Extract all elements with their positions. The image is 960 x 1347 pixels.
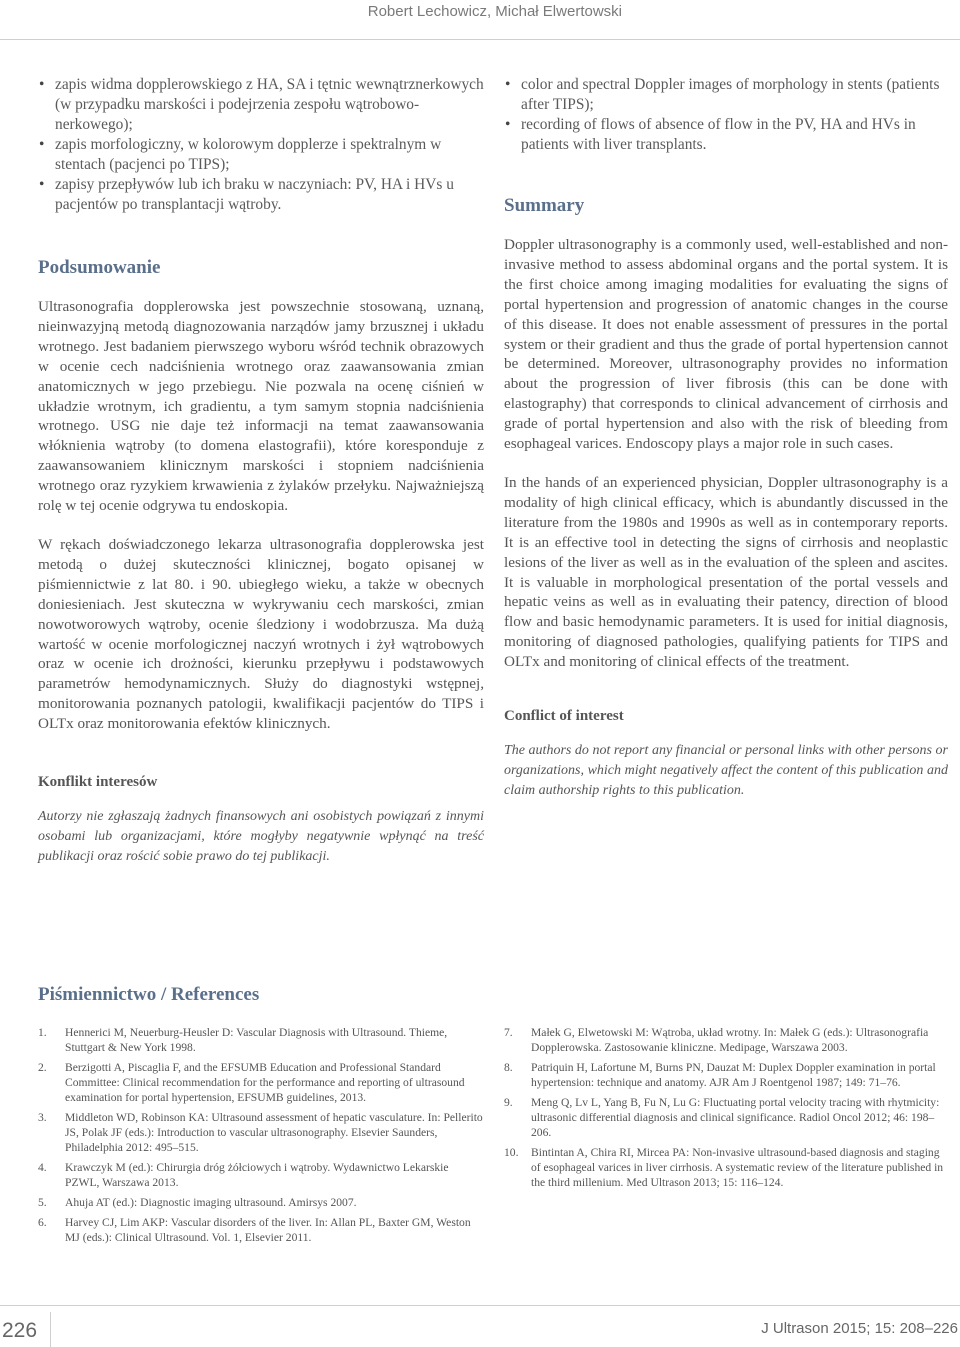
reference-number: 5. xyxy=(38,1196,47,1209)
left-column xyxy=(38,75,484,866)
footer-divider xyxy=(0,1305,960,1306)
summary-paragraph-en-1: Doppler ultrasonography is a commonly used, well-established and non-invasive method to assess abdominal organs and the portal system. It is the first choice among imaging modalities for evaluating the signs of portal hypertension and progression of anatomic changes in the course of this disease. It does not enable assessment of pressures in the portal system or their gradient and thus the grade of portal hypertension cannot be determined. Moreover, ultrasonography provides no information about the progression of liver fibrosis (this can be done with elastography) that corresponds to clinical advancement of cirrhosis and grade of portal hypertension and also with the risk of bleeding from esophageal varices. Endoscopy plays a major role in such cases. xyxy=(504,236,948,453)
running-header: Robert Lechowicz, Michał Elwertowski xyxy=(367,3,622,20)
summary-heading-en: Summary xyxy=(504,195,585,216)
reference-text: Hennerici M, Neuerburg-Heusler D: Vascular Diagnosis with Ultrasound. Thieme, Stuttgart & New York 1998. xyxy=(65,1026,448,1054)
left-bullet-item: • zapis widma dopplerowskiego z HA, SA i tętnic wewnątrznerkowych (w przypadku marskości i podejrzenia zespołu wątrobowo-nerkowego); xyxy=(38,75,484,135)
summary-paragraph-pl-1: Ultrasonografia dopplerowska jest powszechnie stosowaną, uznaną, nieinwazyjną metodą diagnozowania narządów jamy brzusznej i układu wrotnego. Jest badaniem pierwszego wyboru wśród technik obrazowych w ocenie cech nadciśnienia wrotnego oraz zaawansowania zmian anatomicznych w jego przebiegu. Nie pozwala na ocenę ciśnień w układzie wrotnym, ich gradientu, a tym samym stopnia nadciśnienia wrotnego. USG nie daje też informacji na temat zaawansowania włóknienia wątroby (to domena elastografii), które koresponduje z zaawansowaniem klinicznym marskości i stopniem nadciśnienia wrotnego oraz ryzykiem krwawienia z żylaków przełyku. Najważniejszą rolę w tej ocenie odgrywa tu endoskopia. xyxy=(38,298,484,515)
reference-item xyxy=(38,1110,484,1155)
reference-text: Bintintan A, Chira RI, Mircea PA: Non-invasive ultrasound-based diagnosis and staging of esophageal varices in liver cirrhosis. A systematic review of the literature published in the third millenium. Med Ultrason 2013; 15: 116–124. xyxy=(531,1146,944,1189)
reference-item xyxy=(504,1145,948,1190)
reference-number: 8. xyxy=(504,1061,513,1074)
summary-paragraph-en-2: In the hands of an experienced physician, Doppler ultrasonography is a modality of high clinical efficacy, which is abundantly discussed in the literature from the 1980s and 1990s as well as in contemporary reports. It is an effective tool in detecting the signs of cirrhosis and neoplastic lesions of the liver as well as in the evaluation of the spleen and ascites. It is valuable in morphological presentation of the portal vessels and hepatic veins as well as in evaluating their patency, direction of blood flow and basic hemodynamic parameters. It is used for initial diagnosis, monitoring of diagnosed pathologies, qualifying patients for TIPS and OLTx and monitoring of clinical effects of the treatment. xyxy=(504,473,948,671)
reference-item xyxy=(38,1215,484,1245)
reference-number: 1. xyxy=(38,1026,47,1039)
reference-item xyxy=(38,1195,484,1210)
page-number-divider xyxy=(50,1312,51,1347)
references-list-left xyxy=(38,1025,484,1250)
reference-item xyxy=(38,1160,484,1190)
left-bullet-list xyxy=(38,75,484,215)
reference-text: Małek G, Elwetowski M: Wątroba, układ wrotny. In: Małek G (eds.): Ultrasonografia Dopplerowska. Zastosowanie kliniczne. Medipage, Warszawa 2003. xyxy=(531,1026,929,1054)
journal-citation: J Ultrason 2015; 15: 208–226 xyxy=(761,1320,958,1337)
right-bullet-item: • recording of flows of absence of flow in the PV, HA and HVs in patients with liver transplants. xyxy=(504,115,948,155)
conflict-heading-en: Conflict of interest xyxy=(504,708,624,725)
reference-item xyxy=(38,1025,484,1055)
references-list-right xyxy=(504,1025,948,1195)
conflict-text-pl: Autorzy nie zgłaszają żadnych finansowych ani osobistych powiązań z innymi osobami lub organizacjami, które mogłyby negatywnie wpłynąć na treść publikacji oraz rościć sobie prawo do tej publikacji. xyxy=(38,809,484,864)
left-bullet-item: • zapisy przepływów lub ich braku w naczyniach: PV, HA i HVs u pacjentów po transplantacji wątroby. xyxy=(38,175,484,215)
reference-item xyxy=(504,1025,948,1055)
reference-item xyxy=(504,1060,948,1090)
reference-number: 3. xyxy=(38,1111,47,1124)
right-bullet-item: • color and spectral Doppler images of morphology in stents (patients after TIPS); xyxy=(504,75,948,115)
reference-text: Ahuja AT (ed.): Diagnostic imaging ultrasound. Amirsys 2007. xyxy=(65,1196,357,1209)
page-number: 226 xyxy=(2,1319,38,1342)
conflict-text-en: The authors do not report any financial or personal links with other persons or organizations, which might negatively affect the content of this publication and claim authorship rights to this publication. xyxy=(504,743,948,798)
reference-text: Middleton WD, Robinson KA: Ultrasound assessment of hepatic vasculature. In: Pellerito JS, Polak JF (eds.): Introduction to vascular ultrasonography. Elsevier Saunders, Philadelphia 2012: 495–515. xyxy=(65,1111,483,1154)
reference-number: 6. xyxy=(38,1216,47,1229)
reference-number: 7. xyxy=(504,1026,513,1039)
reference-number: 9. xyxy=(504,1096,513,1109)
left-bullet-item: • zapis morfologiczny, w kolorowym dopplerze i spektralnym w stentach (pacjenci po TIPS); xyxy=(38,135,484,175)
summary-heading-pl: Podsumowanie xyxy=(38,257,161,278)
reference-item xyxy=(38,1060,484,1105)
reference-text: Krawczyk M (ed.): Chirurgia dróg żółciowych i wątroby. Wydawnictwo Lekarskie PZWL, Warszawa 2013. xyxy=(65,1161,449,1189)
right-column xyxy=(504,75,948,800)
reference-text: Berzigotti A, Piscaglia F, and the EFSUMB Education and Professional Standard Committee: Clinical recommendation for the performance and reporting of ultrasound examination for portal hypertension, EFSUMB guidelines, 2013. xyxy=(65,1061,465,1104)
reference-text: Harvey CJ, Lim AKP: Vascular disorders of the liver. In: Allan PL, Baxter GM, Weston MJ (eds.): Clinical Ultrasound. Vol. 1, Elsevier 2011. xyxy=(65,1216,471,1244)
reference-number: 2. xyxy=(38,1061,47,1074)
reference-text: Patriquin H, Lafortune M, Burns PN, Dauzat M: Duplex Doppler examination in portal hypertension: technique and anatomy. AJR Am J Roentgenol 1987; 149: 71–76. xyxy=(531,1061,936,1089)
conflict-heading-pl: Konflikt interesów xyxy=(38,774,158,791)
reference-item xyxy=(504,1095,948,1140)
reference-number: 4. xyxy=(38,1161,47,1174)
reference-number: 10. xyxy=(504,1146,519,1159)
summary-paragraph-pl-2: W rękach doświadczonego lekarza ultrasonografia dopplerowska jest metodą o dużej skuteczności klinicznej, bogato opisanej w piśmiennictwie z lat 80. i 90. ubiegłego wieku, a także w obecnych doniesieniach. Jest skuteczna w wykrywaniu cech marskości, zmian nowotworowych wątroby, ocenie śledziony i wodobrzusza. Ma dużą wartość w ocenie morfologicznej naczyń wrotnych i żył wątrobowych oraz w ocenie ich drożności, kierunku przepływu i podstawowych parametrów hemodynamicznych. Służy do diagnostyki wstępnej, monitorowania poznanych patologii, kwalifikacji pacjentów do TIPS i OLTx oraz monitorowania efektów klinicznych. xyxy=(38,535,484,733)
references-heading: Piśmiennictwo / References xyxy=(38,984,260,1005)
reference-text: Meng Q, Lv L, Yang B, Fu N, Lu G: Fluctuating portal velocity tracing with rhytmicity: ultrasonic differential diagnosis and clinical significance. Radiol Oncol 2012; 46: 198–206. xyxy=(531,1096,940,1139)
header-divider xyxy=(0,39,960,40)
right-bullet-list xyxy=(504,75,948,155)
